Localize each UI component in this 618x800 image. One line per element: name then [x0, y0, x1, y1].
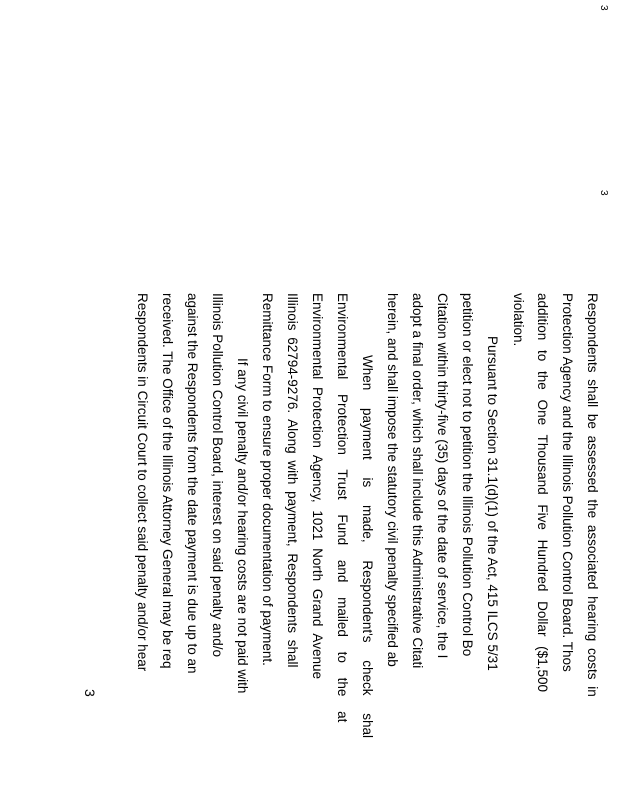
body-line: addition to the One Thousand Five Hundred Dollar ($1,500 — [535, 293, 550, 692]
body-line: adopt a final order, which shall include this Administrative Citati — [410, 293, 425, 669]
body-line: Respondents shall be assessed the associated hearing costs in — [585, 293, 600, 697]
top-page-mark: 3 — [598, 5, 609, 11]
body-line: Illinois 62794-9276. Along with payment, Respondents shall — [285, 293, 300, 668]
body-line: Remittance Form to ensure proper documentation of payment. — [260, 293, 275, 666]
paragraph-line: Pursuant to Section 31.1(d)(1) of the Act, 415 ILCS 5/31 — [485, 336, 500, 671]
body-line: against the Respondents from the date payment is due up to an — [185, 293, 200, 674]
body-line: Respondents in Circuit Court to collect said penalty and/or hear — [135, 293, 150, 672]
page-number: 3 — [82, 689, 98, 697]
body-line: Environmental Protection Agency, 1021 North Grand Avenue — [310, 293, 325, 679]
body-line: Protection Agency and the Illinois Pollution Control Board. Thos — [560, 293, 575, 672]
body-line: Citation within thirty-five (35) days of the date of service, the I — [435, 293, 450, 659]
paragraph-line: If any civil penalty and/or hearing costs are not paid with — [235, 358, 250, 694]
top-page-mark: 3 — [598, 190, 609, 196]
body-line: herein, and shall impose the statutory civil penalty specified ab — [385, 293, 400, 667]
paragraph-line: When payment is made, Respondent's check shal — [360, 355, 375, 738]
body-line: Environmental Protection Trust Fund and mailed to the at — [335, 293, 350, 723]
body-line: received. The Office of the Illinois Attorney General may be req — [160, 293, 175, 669]
body-line: Illinois Pollution Control Board, interest on said penalty and/o — [210, 293, 225, 657]
body-line: violation. — [511, 293, 526, 347]
body-line: petition or elect not to petition the Illinois Pollution Control Bo — [460, 293, 475, 657]
